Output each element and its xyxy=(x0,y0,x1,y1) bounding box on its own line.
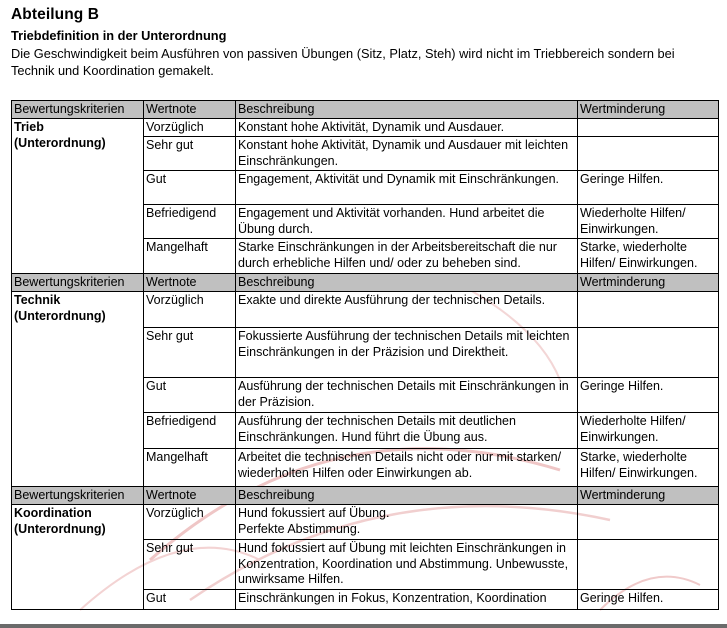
description-cell: Ausführung der technischen Details mit Einschränkungen in der Präzision. xyxy=(236,378,578,413)
header-reduction: Wertminderung xyxy=(578,274,719,292)
reduction-cell xyxy=(578,119,719,137)
reduction-cell xyxy=(578,540,719,590)
grade-cell: Sehr gut xyxy=(144,328,236,378)
grade-cell: Gut xyxy=(144,378,236,413)
criteria-cell xyxy=(12,119,144,274)
reduction-cell xyxy=(578,505,719,540)
reduction-cell: Starke, wiederholte Hilfen/ Einwirkungen. xyxy=(578,239,719,274)
page-bottom-edge xyxy=(0,624,727,628)
grade-cell: Mangelhaft xyxy=(144,449,236,487)
reduction-cell: Wiederholte Hilfen/ Einwirkungen. xyxy=(578,205,719,239)
evaluation-table xyxy=(11,100,719,610)
description-cell: Konstant hohe Aktivität, Dynamik und Ausdauer. xyxy=(236,119,578,137)
criteria-subtitle: (Unterordnung) xyxy=(14,308,106,323)
table-row xyxy=(12,505,719,540)
header-criteria: Bewertungskriterien xyxy=(12,274,144,292)
grade-cell: Vorzüglich xyxy=(144,505,236,540)
reduction-cell xyxy=(578,137,719,171)
reduction-cell: Geringe Hilfen. xyxy=(578,378,719,413)
grade-cell: Befriedigend xyxy=(144,205,236,239)
grade-cell: Mangelhaft xyxy=(144,239,236,274)
criteria-subtitle: (Unterordnung) xyxy=(14,521,106,536)
description-cell: Hund fokussiert auf Übung mit leichten Einschränkungen in Konzentration, Koordination und Abstimmung. Unbewusste, unwirksame Hilfen. xyxy=(236,540,578,590)
description-cell: Exakte und direkte Ausführung der technischen Details. xyxy=(236,292,578,328)
reduction-cell: Starke, wiederholte Hilfen/ Einwirkungen. xyxy=(578,449,719,487)
header-reduction: Wertminderung xyxy=(578,101,719,119)
criteria-title: Technik xyxy=(14,293,61,307)
reduction-cell xyxy=(578,328,719,378)
grade-cell: Sehr gut xyxy=(144,137,236,171)
page-title: Abteilung B xyxy=(11,6,100,23)
criteria-cell xyxy=(12,505,144,610)
table-header-row xyxy=(12,487,719,505)
header-grade: Wertnote xyxy=(144,101,236,119)
header-grade: Wertnote xyxy=(144,487,236,505)
criteria-title: Koordination xyxy=(14,506,92,520)
header-description: Beschreibung xyxy=(236,487,578,505)
header-description: Beschreibung xyxy=(236,101,578,119)
description-cell: Konstant hohe Aktivität, Dynamik und Ausdauer mit leichten Einschränkungen. xyxy=(236,137,578,171)
description-cell: Ausführung der technischen Details mit deutlichen Einschränkungen. Hund führt die Übung aus. xyxy=(236,413,578,449)
section-subtitle: Triebdefinition in der Unterordnung xyxy=(11,28,227,43)
reduction-cell: Geringe Hilfen. xyxy=(578,590,719,610)
grade-cell: Vorzüglich xyxy=(144,119,236,137)
reduction-cell: Wiederholte Hilfen/ Einwirkungen. xyxy=(578,413,719,449)
description-cell: Starke Einschränkungen in der Arbeitsbereitschaft die nur durch erhebliche Hilfen und/ oder zu beheben sind. xyxy=(236,239,578,274)
grade-cell: Gut xyxy=(144,590,236,610)
description-cell: Einschränkungen in Fokus, Konzentration, Koordination xyxy=(236,590,578,610)
table-header-row xyxy=(12,274,719,292)
description-cell: Arbeitet die technischen Details nicht oder nur mit starken/ wiederholten Hilfen oder Einwirkungen ab. xyxy=(236,449,578,487)
header-reduction: Wertminderung xyxy=(578,487,719,505)
grade-cell: Sehr gut xyxy=(144,540,236,590)
criteria-cell xyxy=(12,292,144,487)
grade-cell: Vorzüglich xyxy=(144,292,236,328)
description-cell: Engagement und Aktivität vorhanden. Hund arbeitet die Übung durch. xyxy=(236,205,578,239)
reduction-cell: Geringe Hilfen. xyxy=(578,171,719,205)
table-row xyxy=(12,119,719,137)
reduction-cell xyxy=(578,292,719,328)
intro-paragraph: Die Geschwindigkeit beim Ausführen von passiven Übungen (Sitz, Platz, Steh) wird nicht im Triebbereich sondern bei Technik und Koordination gemakelt. xyxy=(11,46,675,78)
description-cell: Fokussierte Ausführung der technischen Details mit leichten Einschränkungen in der Präzision und Direktheit. xyxy=(236,328,578,378)
criteria-subtitle: (Unterordnung) xyxy=(14,135,106,150)
grade-cell: Gut xyxy=(144,171,236,205)
description-cell: Engagement, Aktivität und Dynamik mit Einschränkungen. xyxy=(236,171,578,205)
criteria-title: Trieb xyxy=(14,120,44,134)
header-description: Beschreibung xyxy=(236,274,578,292)
header-grade: Wertnote xyxy=(144,274,236,292)
table-header-row xyxy=(12,101,719,119)
description-cell: Hund fokussiert auf Übung. Perfekte Abstimmung. xyxy=(236,505,578,540)
header-criteria: Bewertungskriterien xyxy=(12,487,144,505)
grade-cell: Befriedigend xyxy=(144,413,236,449)
table-row xyxy=(12,292,719,328)
header-criteria: Bewertungskriterien xyxy=(12,101,144,119)
